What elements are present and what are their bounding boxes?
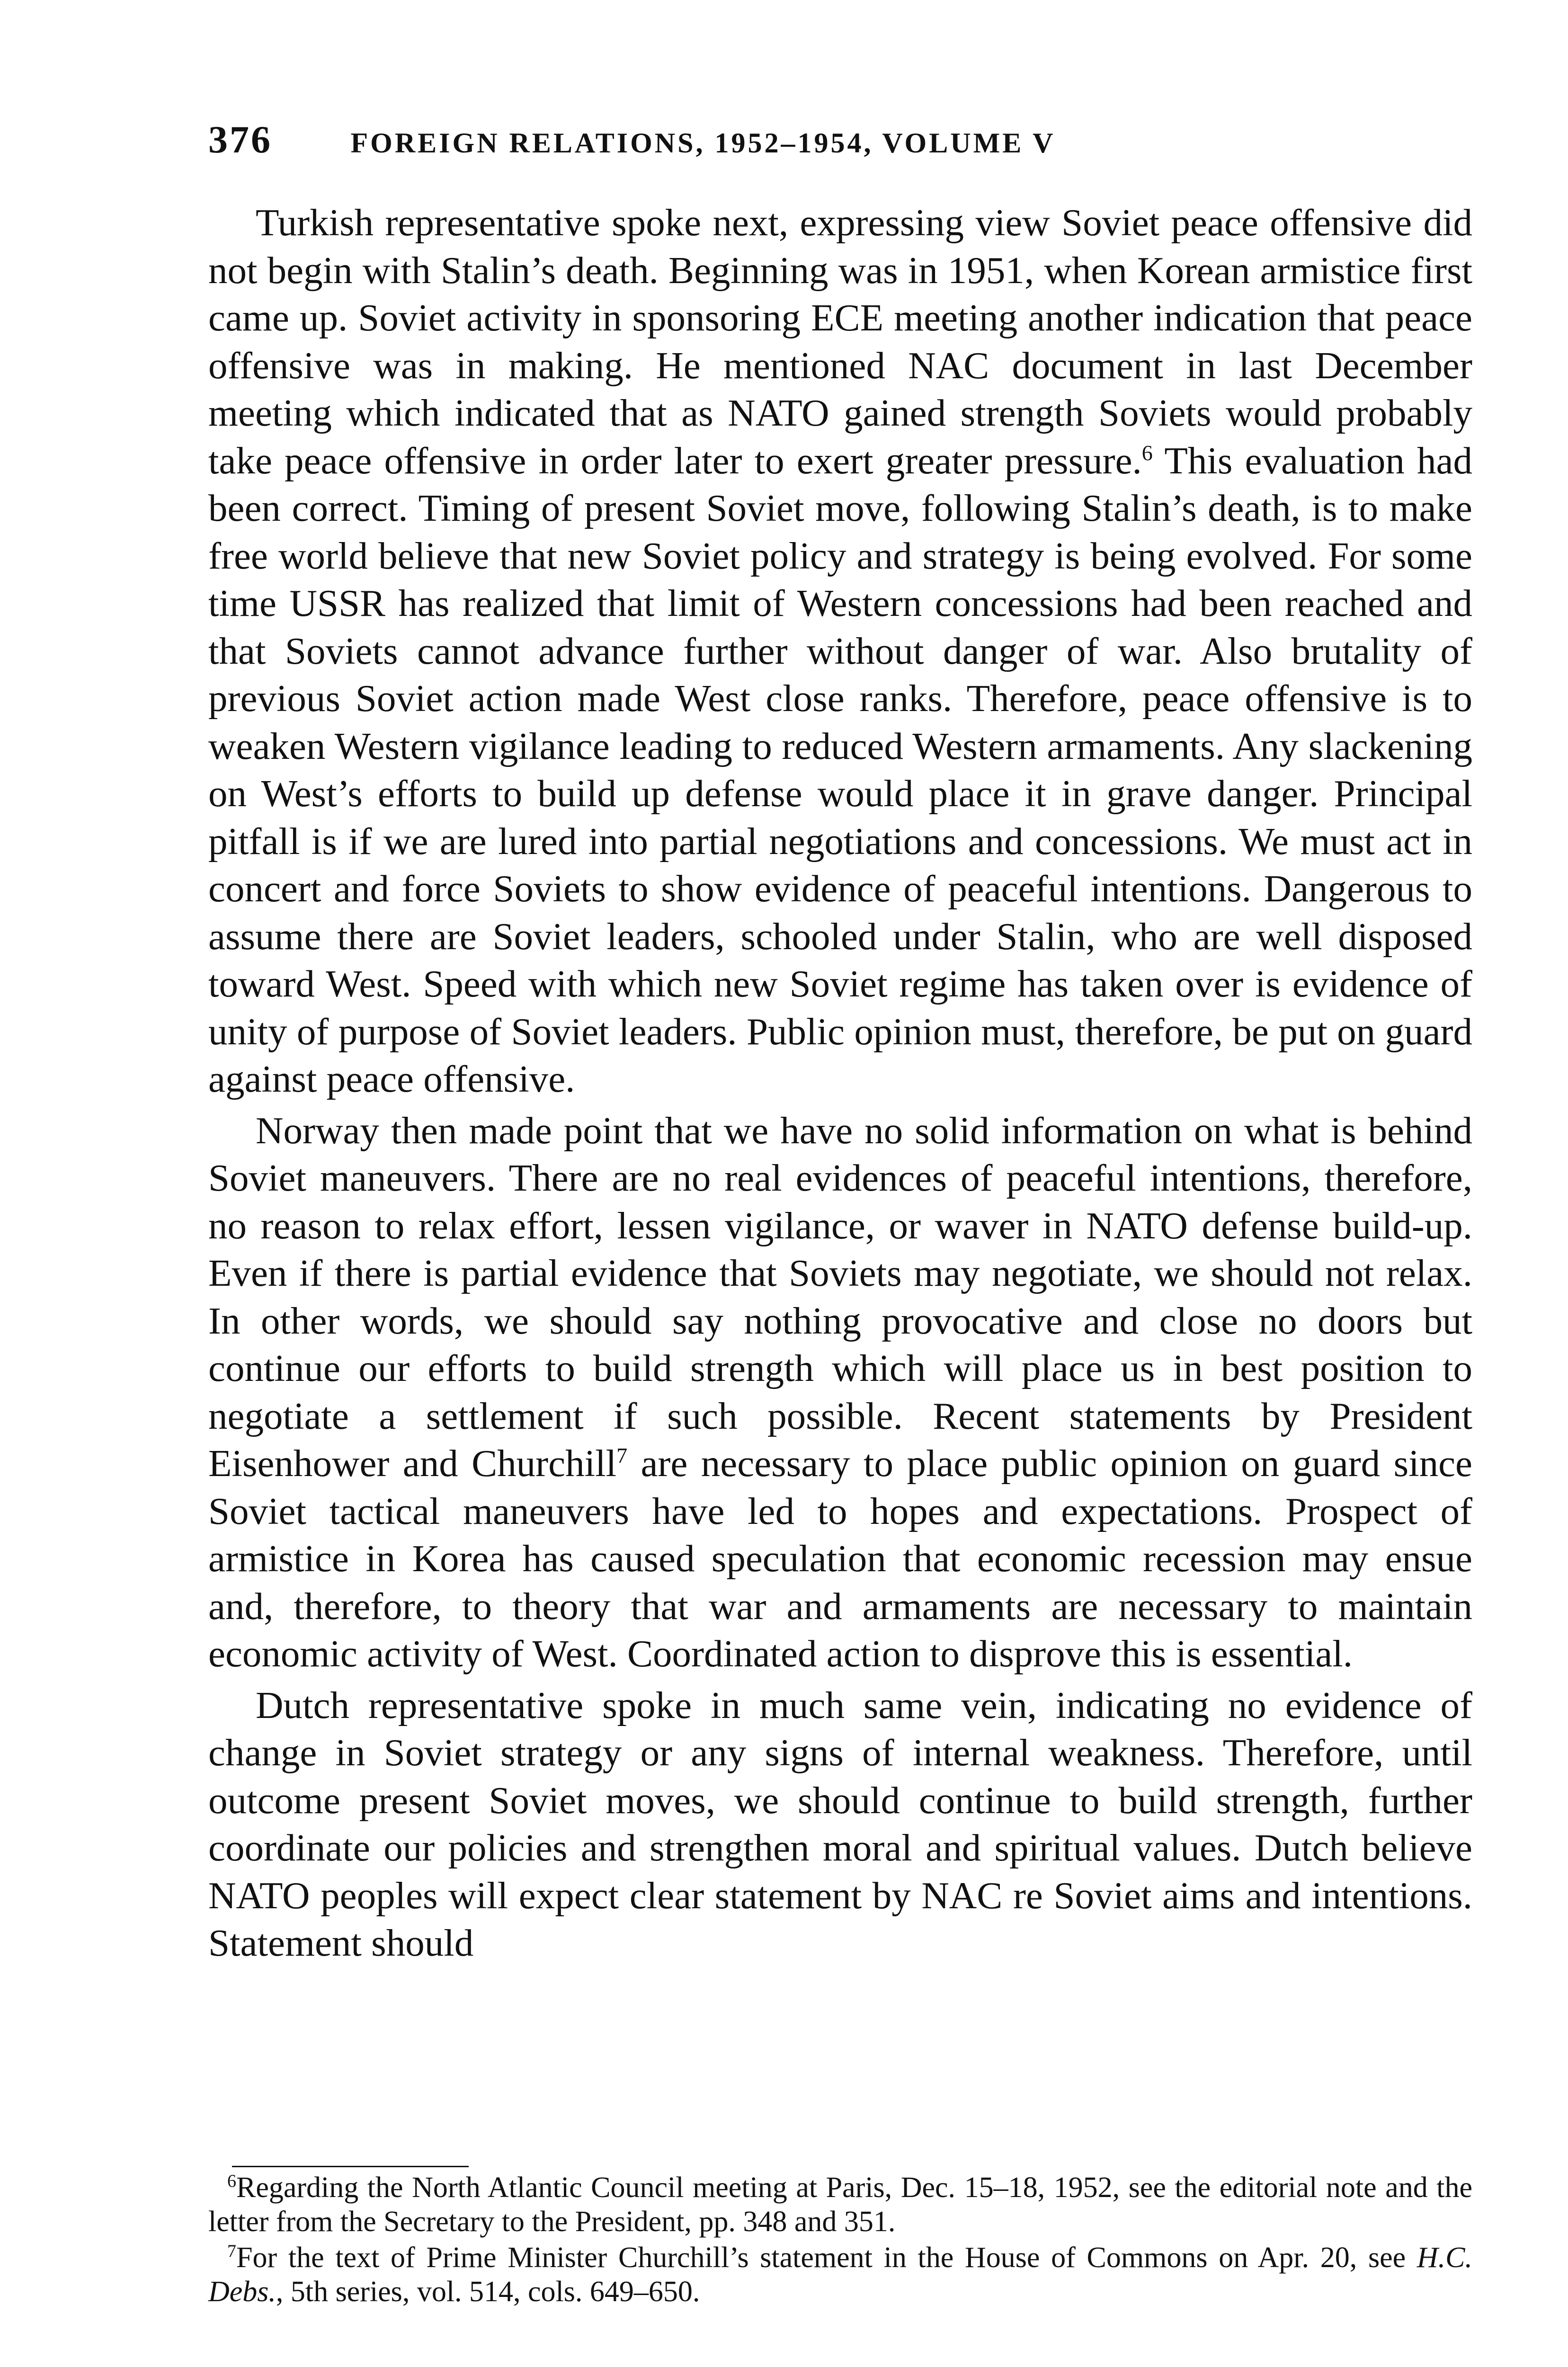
page-number: 376 [208, 118, 272, 161]
footnote-6 [208, 2171, 1472, 2239]
paragraph-turkish [208, 199, 1472, 1103]
footnote-text: , 5th series, vol. 514, cols. 649–650. [276, 2276, 700, 2308]
footnote-mark: 7 [227, 2241, 236, 2261]
paragraph-norway [208, 1107, 1472, 1678]
footnote-reference: 7 [616, 1443, 628, 1468]
footnote-7 [208, 2241, 1472, 2309]
paragraph-text: Turkish representative spoke next, expressing view Soviet peace offensive did not begin with Stalin’s death. Beginning was in 1951, when Korean armistice first came up. Soviet activity in sponsoring ECE meeting another indication that peace offensive was in making. He mentioned NAC document in last December meeting which indicated that as NATO gained strength Soviets would probably take peace offensive in order later to exert greater pressure. [208, 201, 1472, 482]
footnote-text: For the text of Prime Minister Churchill’s statement in the House of Commons on Apr. 20, see [236, 2242, 1417, 2274]
footnote-reference: 6 [1141, 440, 1153, 465]
running-title: FOREIGN RELATIONS, 1952–1954, VOLUME V [350, 127, 1056, 159]
footnote-text: Regarding the North Atlantic Council meeting at Paris, Dec. 15–18, 1952, see the editorial note and the letter from the Secretary to the President, pp. 348 and 351. [208, 2171, 1472, 2238]
paragraph-text: are necessary to place public opinion on guard since Soviet tactical maneuvers have led to hopes and expectations. Prospect of armistice in Korea has caused speculation that economic recession may ensue and, therefore, to theory that war and armaments are necessary to maintain economic activity of West. Coordinated action to disprove this is essential. [208, 1442, 1472, 1675]
footnotes [208, 2171, 1472, 2311]
paragraph-text: Dutch representative spoke in much same vein, indicating no evidence of change in Soviet strategy or any signs of internal weakness. Therefore, until outcome present Soviet moves, we should continue to build strength, further coordinate our policies and strengthen moral and spiritual values. Dutch believe NATO peoples will expect clear statement by NAC re Soviet aims and intentions. Statement should [208, 1683, 1472, 1964]
page-header [208, 118, 1487, 162]
body-text [208, 199, 1472, 1971]
paragraph-text: Norway then made point that we have no solid information on what is behind Soviet maneuvers. There are no real evidences of peaceful intentions, therefore, no reason to relax effort, lessen vigilance, or waver in NATO defense build-up. Even if there is partial evidence that Soviets may negotiate, we should not relax. In other words, we should say nothing provocative and close no doors but continue our efforts to build strength which will place us in best position to negotiate a settlement if such possible. Recent statements by President Eisenhower and Churchill [208, 1109, 1472, 1485]
footnote-divider [232, 2166, 469, 2167]
paragraph-text: This evaluation had been correct. Timing of present Soviet move, following Stalin’s death, is to make free world believe that new Soviet policy and strategy is being evolved. For some time USSR has realized that limit of Western concessions had been reached and that Soviets cannot advance further without danger of war. Also brutality of previous Soviet action made West close ranks. Therefore, peace offensive is to weaken Western vigilance leading to reduced Western armaments. Any slackening on West’s efforts to build up defense would place it in grave danger. Principal pitfall is if we are lured into partial negotiations and concessions. We must act in concert and force Soviets to show evidence of peaceful intentions. Dangerous to assume there are Soviet leaders, schooled under Stalin, who are well disposed toward West. Speed with which new Soviet regime has taken over is evidence of unity of purpose of Soviet leaders. Public opinion must, therefore, be put on guard against peace offensive. [208, 439, 1472, 1100]
citation-title: H.C. Debs. [208, 2242, 1472, 2308]
paragraph-dutch [208, 1682, 1472, 1967]
footnote-mark: 6 [227, 2171, 236, 2191]
